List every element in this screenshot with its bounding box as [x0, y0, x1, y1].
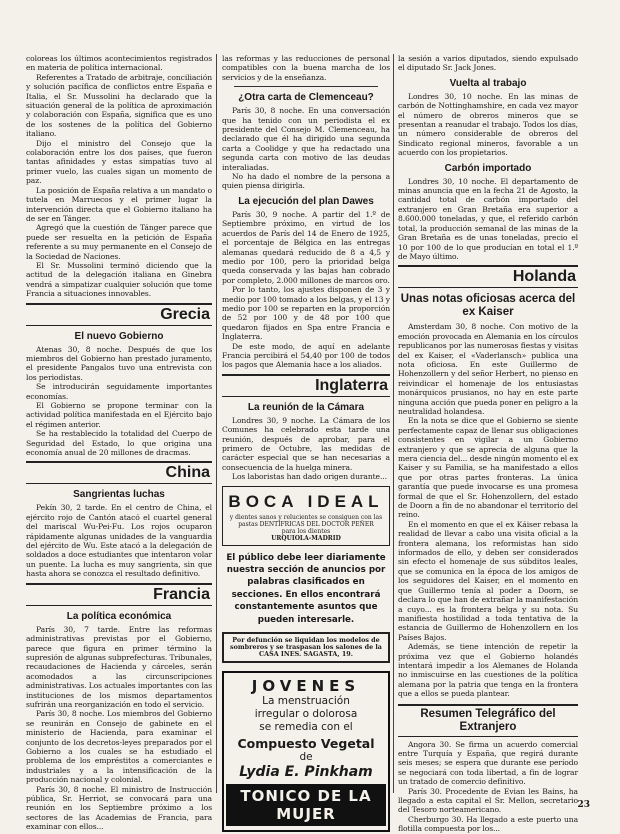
pinkham-ad: [222, 671, 390, 832]
headline: Sangrientas luchas: [73, 489, 165, 501]
paragraph: Londres 30, 10 noche. En las minas de carbón de Nottinghamshire, en cada vez mayor el número de obreros mineros que se presentan a reanudar el trabajo. Todos los días, un número considerable de obreros del Sindicato regional mineros, favorable a un acuerdo con los propietarios.: [398, 91, 578, 158]
paragraph: Por lo tanto, los ajustes disponen de 3 y medio por 100 tomado a los belgas, y el 13 y medio por 100 se reparten en la proporción de 52 por 100 y de 48 por 100 que quedaron fijados en Spa entre Francia e Inglaterra.: [222, 285, 390, 342]
section-heading-grecia: Grecia: [26, 303, 212, 326]
paragraph: El Sr. Mussolini terminó diciendo que la actitud de la delegación italiana en Ginebra vendrá a simpatizar cualquier solución que tome Francia a situaciones innovables.: [26, 260, 212, 299]
paragraph: Agregó que la cuestión de Tánger parece que puede ser resuelta en la petición de España referente a su muy permanente en el Consejo de la Sociedad de Naciones.: [26, 223, 212, 261]
ad-slogan: TONICO DE LA MUJER: [226, 784, 386, 826]
ad-title: BOCA IDEAL: [228, 491, 384, 511]
ad-brand: Lydia E. Pinkham: [239, 764, 373, 781]
paragraph: Atenas 30, 8 noche. Después de que los miembros del Gobierno han prestado juramento, el presidente Pangalos tuvo una entrevista con los periodistas.: [26, 344, 212, 382]
ad-text: de: [299, 751, 313, 764]
page-number: 23: [577, 800, 590, 810]
ad-text: La menstruación: [262, 695, 350, 708]
column-3: [398, 54, 578, 834]
paragraph: Londres 30, 10 noche. El departamento de minas anuncia que en la fecha 21 de Agosto, la cantidad total de carbón importado del extranjero en Gran Bretaña era superior a 8.600.000 toneladas, y que, el referido carbón total, la producción semanal de las minas de la Gran Bretaña es de unas toneladas, precio el 10 por 100 de lo que producían en total el 1.º de Mayo último.: [398, 176, 578, 261]
ad-text: para los dientes: [281, 527, 331, 535]
classified-notice: El público debe leer diariamente nuestra sección de anuncios por palabras clasificados en secciones. En ellos encontrará constantemente asuntos que pueden interesarle.: [226, 552, 386, 625]
headline: La política económica: [66, 610, 172, 622]
paragraph: Se introducirán seguidamente importantes economías.: [26, 382, 212, 401]
headline: La ejecución del plan Dawes: [238, 195, 374, 207]
paragraph: París 30, 9 noche. A partir del 1.º de Septiembre próximo, en virtud de los acuerdos de París del 14 de Enero de 1925, el porcentaje de Bélgica en las entregas alemanas quedará reducido de 8 a 4,5 y medio por 100, pero la prioridad belga queda conservada y las bajas han cobrado por completo, 2.000 millones de marcos oro.: [222, 209, 390, 285]
headline: Vuelta al trabajo: [449, 77, 527, 89]
paragraph: París 30, 8 noche. En una conversación que ha tenido con un periodista el ex presidente del Consejo M. Clemenceau, ha declarado que él ha dirigido una segunda carta a Coolidge y que ha redactado una segunda carta con motivo de las deudas interaliadas.: [222, 106, 390, 172]
paragraph: En el momento en que el ex Káiser rebasa la realidad de llevar a cabo una visita oficial a la frontera alemana, los reformistas han sido informados de ello, y deben ser considerados sin efecto el homenaje de sus súbditos leales, que se comunica en la época de los amigos de los seguidores del Kaiser, en el momento en que Guillermo tenía al poder a Doorn, se declara lo que han de extrañar la manifestación a cuyo... es la frontera belga y su nota. Su manifiesta hostilidad a toda tentativa de la estancia de Guillermo de Hohenzollern en los Países Bajos.: [398, 519, 578, 642]
paragraph: Los laboristas han dado origen durante...: [232, 472, 387, 482]
paragraph: La posición de España relativa a un mandato o tutela en Marruecos y el primer lugar la intervención directa que el Gobierno italiano ha de ser en Tánger.: [26, 185, 212, 223]
paragraph: las reformas y las reducciones de personal compatibles con la buena marcha de los servicios y de la enseñanza.: [222, 54, 390, 82]
paragraph: Amsterdam 30, 8 noche. Con motivo de la emoción provocada en Alemania en los círculos republicanos por las numerosas fiestas y visitas del ex Kaiser, el «Vaderlansch» publica una nota oficiosa. En este Guillermo de Hohenzollern y del señor Herbert, no pienso en reivindicar el homenaje de los entusiastas monárquicos prusianos, no hay en este parte ninguna acción que pueda poner en peligro a la neutralidad holandesa.: [398, 322, 578, 416]
paragraph: coloreas los últimos acontecimientos registrados en materia de política internacional.: [26, 54, 212, 73]
section-heading-china: China: [26, 461, 212, 484]
paragraph: París 30, 8 noche. El ministro de Instrucción pública, Sr. Herriot, se convocará para una reunión en los Septiembre próximo a los sectores de las Academias de Francia, para examinar con ellos...: [26, 784, 212, 832]
column-2: [222, 54, 390, 824]
paragraph: París 30. Procedente de Evian les Bains, ha llegado a esta capital el Sr. Mellon, secretario del Tesoro norteamericano.: [398, 786, 578, 815]
paragraph: Además, se tiene intención de repetir la próxima vez que el Gobierno holandés intentará impedir a los Alemanes de Holanda no inmiscuirse en las cuestiones de la política alemana por la patria que tenga en la frontera que a ellos se pueda plantear.: [398, 642, 578, 699]
ad-title: JOVENES: [251, 677, 361, 696]
paragraph: En la nota se dice que el Gobierno se siente perfectamente capaz de llenar sus obligaciones consistentes en vigilar a un Gobierno extranjero y que se aprecia de alguna que la mera ciencia del... desde ningún momento el ex Kaiser y su Familia, se ha manifestado a ellos que por otras partes fronteras. La única garantía que puede invocarse es una promesa formal de que el Sr. Hohenzollern, del estado de Doorn a fin de no abandonar el territorio del reino.: [398, 416, 578, 520]
section-heading-holanda: Holanda: [398, 265, 578, 288]
divider: [234, 86, 378, 87]
paragraph: Dijo el ministro del Consejo que la colaboración entre los dos países, que fueron tantas afinidades y estas simpatías tuvo al primer vuelo, las cuales sigan un momento de paz.: [26, 138, 212, 186]
headline: Resumen Telegráfico del Extranjero: [398, 704, 578, 737]
paragraph: Pekín 30, 2 tarde. En el centro de China, el ejército rojo de Cantón atacó el cuartel general del mariscal Wu-Pei-Fu. Los rojos ocuparon rápidamente algunas unidades de la vanguardia del ejército de Wu. Este atacó a la delegación de soldados a doce estudiantes que intentaron volar un puente. La lucha es muy sangrienta, sin que hasta ahora se conozca el resultado definitivo.: [26, 503, 212, 579]
section-heading-francia: Francia: [26, 583, 212, 606]
column-rule: [393, 54, 394, 793]
ad-text: se remedia con el: [259, 721, 353, 734]
paragraph: Londres 30, 9 noche. La Cámara de los Comunes ha celebrado esta tarde una reunión, después de aprobar, para el primero de Octubre, las medidas de carácter especial que se han necesarias a consecuencia de la huelga minera.: [222, 415, 390, 472]
paragraph: París 30, 8 noche. Los miembros del Gobierno se reunirán en Consejo de gabinete en el ministerio de Hacienda, para examinar el conjunto de los decretos-leyes preparados por el Gobierno a los cuales se ha estudiado el problema de los empréstitos a comerciantes e industriales y a la intensificación de la producción nacional y colonial.: [26, 709, 212, 785]
headline: ¿Otra carta de Clemenceau?: [238, 92, 374, 104]
paragraph: El Gobierno se propone terminar con la actividad política manifestada en el Ejército bajo el régimen anterior.: [26, 401, 212, 429]
column-rule: [216, 54, 217, 793]
paragraph: Angora 30. Se firma un acuerdo comercial entre Turquía y España, que regirá durante seis meses; se espera que durante ese período se negociará con toda libertad, a fin de lograr un tratado de comercio definitivo.: [398, 739, 578, 787]
paragraph: París 30, 7 tarde. Entre las reformas administrativas previstas por el Gobierno, parece que figura en primer término la supresión de algunas subprefecturas. Tribunales, recaudaciones de Hacienda y cárceles, serán acomodados a las circunscripciones administrativas. Los actuales importantes con las instituciones de los mismos departamentos sufrirán una reorganización en todo el servicio.: [26, 624, 212, 709]
paragraph: No ha dado el nombre de la persona a quien piensa dirigirla.: [222, 172, 390, 191]
headline: Unas notas oficiosas acerca del ex Kaiser: [400, 293, 576, 319]
headline: La reunión de la Cámara: [247, 401, 365, 413]
ad-text: Por defunción se liquidan los modelos de sombreros y se traspasan los salones de la CASA INES. SAGASTA, 19.: [230, 636, 382, 659]
ad-text: Compuesto Vegetal: [237, 736, 375, 752]
paragraph: Referentes a Tratado de arbitraje, conciliación y solución pacífica de conflictos entre España e Italia, el Sr. Mussolini ha declarado que la situación general de la política de aproximación y colaboración con España, significa que es uno de los sostenes de la política del Gobierno italiano.: [26, 72, 212, 139]
column-1: [26, 54, 212, 832]
paragraph: Se ha restablecido la totalidad del Cuerpo de Seguridad del Estado, lo que origina una economía anual de 20 millones de dracmas.: [26, 429, 212, 458]
ad-text: y dientes sanos y relucientes se consiguen con las pastas DENTÍFRICAS DEL DOCTOR PEÑER: [229, 513, 383, 528]
paragraph: Cherburgo 30. Ha llegado a este puerto una flotilla compuesta por los...: [398, 814, 578, 834]
ad-text: URQUIOLA-MADRID: [271, 534, 341, 542]
paragraph: De este modo, de aquí en adelante Francia percibirá el 54,40 por 100 de todos los pagos que Alemania hace a los aliados.: [222, 341, 390, 370]
boca-ideal-ad: [222, 486, 390, 546]
casa-ines-ad: [222, 632, 390, 663]
headline: Carbón importado: [444, 162, 532, 174]
section-heading-inglaterra: Inglaterra: [222, 374, 390, 397]
ad-text: irregular o dolorosa: [254, 708, 358, 721]
paragraph: la sesión a varios diputados, siendo expulsado el diputado Sr. Jack Jones.: [398, 54, 578, 73]
headline: El nuevo Gobierno: [74, 330, 164, 342]
